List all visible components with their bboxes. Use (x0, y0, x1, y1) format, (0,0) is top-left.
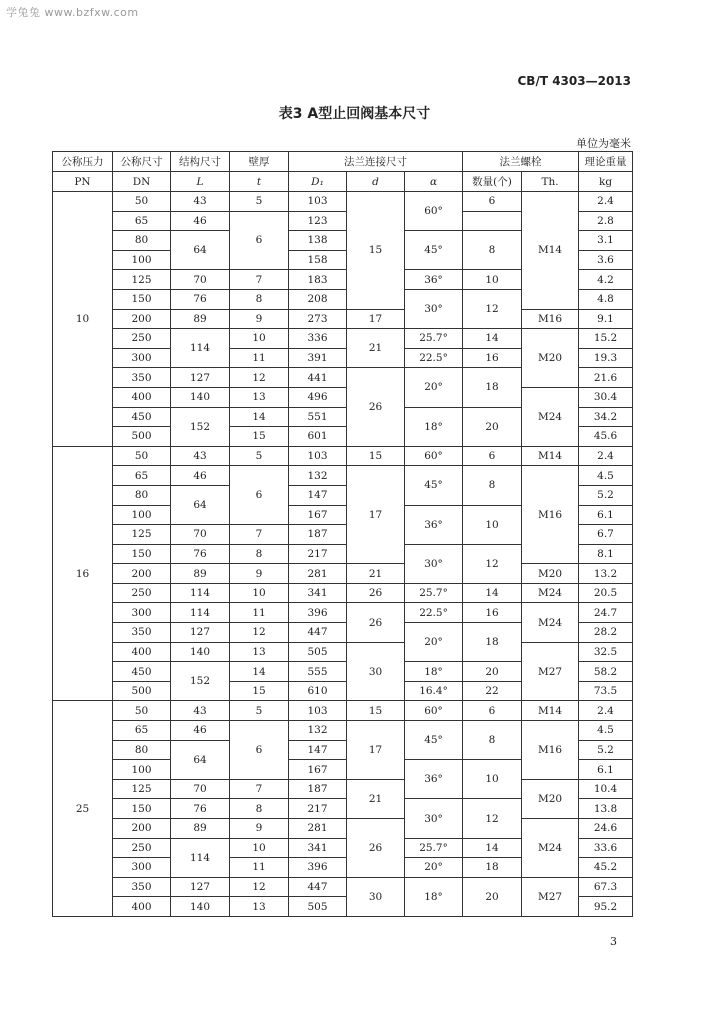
header-dn-sym: DN (113, 172, 171, 192)
cell-d1: 555 (289, 662, 347, 682)
cell-d1: 208 (289, 289, 347, 309)
cell-d1: 167 (289, 505, 347, 525)
cell-dn: 450 (113, 407, 171, 427)
cell-dn: 100 (113, 250, 171, 270)
cell-t: 13 (230, 387, 289, 407)
cell-qty: 12 (463, 799, 522, 838)
table-row (53, 603, 633, 623)
cell-d: 21 (347, 564, 405, 584)
cell-d1: 447 (289, 623, 347, 643)
cell-t: 9 (230, 564, 289, 584)
cell-qty: 14 (463, 583, 522, 603)
cell-l: 76 (171, 799, 230, 819)
cell-t: 7 (230, 270, 289, 290)
cell-l: 152 (171, 407, 230, 446)
cell-weight: 19.3 (579, 348, 633, 368)
cell-t: 6 (230, 211, 289, 270)
table-row (53, 466, 633, 486)
cell-l: 64 (171, 485, 230, 524)
cell-th: M14 (522, 701, 579, 721)
cell-alpha: 25.7° (405, 329, 463, 349)
header-weight: 理论重量 (579, 152, 633, 172)
cell-d1: 396 (289, 858, 347, 878)
table-row (53, 583, 633, 603)
cell-dn: 450 (113, 662, 171, 682)
cell-d: 26 (347, 819, 405, 878)
cell-dn: 250 (113, 583, 171, 603)
cell-dn: 125 (113, 779, 171, 799)
cell-d1: 187 (289, 525, 347, 545)
cell-alpha: 18° (405, 662, 463, 682)
cell-alpha: 20° (405, 368, 463, 407)
cell-d1: 341 (289, 583, 347, 603)
cell-dn: 125 (113, 270, 171, 290)
cell-d1: 103 (289, 701, 347, 721)
cell-d: 17 (347, 466, 405, 564)
cell-weight: 2.4 (579, 701, 633, 721)
cell-th: M16 (522, 309, 579, 329)
cell-qty: 10 (463, 505, 522, 544)
cell-alpha: 45° (405, 721, 463, 760)
cell-d1: 505 (289, 642, 347, 662)
header-row (53, 172, 633, 192)
cell-th: M20 (522, 329, 579, 388)
cell-d1: 147 (289, 740, 347, 760)
cell-dn: 400 (113, 642, 171, 662)
cell-dn: 500 (113, 427, 171, 447)
cell-alpha: 60° (405, 192, 463, 231)
cell-weight: 9.1 (579, 309, 633, 329)
cell-d1: 138 (289, 231, 347, 251)
cell-alpha: 45° (405, 231, 463, 270)
cell-l: 70 (171, 270, 230, 290)
cell-weight: 30.4 (579, 387, 633, 407)
cell-alpha: 25.7° (405, 583, 463, 603)
cell-weight: 4.5 (579, 466, 633, 486)
cell-qty: 20 (463, 407, 522, 446)
cell-dn: 200 (113, 309, 171, 329)
cell-qty: 6 (463, 192, 522, 212)
cell-qty: 16 (463, 348, 522, 368)
cell-l: 127 (171, 877, 230, 897)
cell-l: 140 (171, 387, 230, 407)
cell-dn: 500 (113, 681, 171, 701)
cell-dn: 100 (113, 760, 171, 780)
cell-alpha: 36° (405, 270, 463, 290)
cell-qty: 8 (463, 466, 522, 505)
cell-weight: 4.5 (579, 721, 633, 741)
cell-alpha: 22.5° (405, 348, 463, 368)
table-row (53, 701, 633, 721)
cell-d1: 217 (289, 799, 347, 819)
cell-l: 43 (171, 192, 230, 212)
cell-qty (463, 211, 522, 231)
table-row (53, 877, 633, 897)
cell-th: M27 (522, 877, 579, 916)
cell-pn: 10 (53, 192, 113, 447)
table-row (53, 564, 633, 584)
cell-weight: 13.2 (579, 564, 633, 584)
cell-d: 26 (347, 368, 405, 446)
cell-weight: 32.5 (579, 642, 633, 662)
cell-dn: 125 (113, 525, 171, 545)
cell-alpha: 18° (405, 407, 463, 446)
cell-qty: 18 (463, 858, 522, 878)
cell-qty: 6 (463, 446, 522, 466)
cell-dn: 250 (113, 838, 171, 858)
cell-dn: 65 (113, 466, 171, 486)
cell-t: 8 (230, 289, 289, 309)
cell-th: M20 (522, 564, 579, 584)
cell-d: 21 (347, 329, 405, 368)
cell-d: 30 (347, 642, 405, 701)
cell-weight: 4.8 (579, 289, 633, 309)
cell-t: 12 (230, 877, 289, 897)
watermark: 学兔兔 www.bzfxw.com (6, 6, 139, 19)
cell-d1: 103 (289, 192, 347, 212)
cell-l: 152 (171, 662, 230, 701)
table-row (53, 819, 633, 839)
cell-th: M24 (522, 819, 579, 878)
cell-l: 76 (171, 544, 230, 564)
cell-weight: 3.1 (579, 231, 633, 251)
cell-l: 64 (171, 231, 230, 270)
header-pn-sym: PN (53, 172, 113, 192)
cell-alpha: 18° (405, 877, 463, 916)
cell-t: 6 (230, 721, 289, 780)
cell-weight: 10.4 (579, 779, 633, 799)
cell-dn: 400 (113, 387, 171, 407)
header-row (53, 152, 633, 172)
cell-weight: 45.6 (579, 427, 633, 447)
cell-t: 11 (230, 348, 289, 368)
cell-dn: 350 (113, 877, 171, 897)
cell-d1: 183 (289, 270, 347, 290)
cell-d1: 132 (289, 721, 347, 741)
cell-weight: 28.2 (579, 623, 633, 643)
cell-d: 26 (347, 583, 405, 603)
cell-th: M24 (522, 603, 579, 642)
cell-d1: 281 (289, 819, 347, 839)
cell-qty: 8 (463, 231, 522, 270)
cell-dn: 80 (113, 231, 171, 251)
cell-dn: 150 (113, 544, 171, 564)
cell-t: 8 (230, 799, 289, 819)
cell-d: 15 (347, 701, 405, 721)
cell-dn: 50 (113, 192, 171, 212)
cell-l: 140 (171, 897, 230, 917)
table-row (53, 721, 633, 741)
cell-l: 64 (171, 740, 230, 779)
cell-t: 7 (230, 779, 289, 799)
cell-t: 5 (230, 701, 289, 721)
cell-d1: 610 (289, 681, 347, 701)
cell-dn: 400 (113, 897, 171, 917)
cell-dn: 300 (113, 858, 171, 878)
cell-pn: 25 (53, 701, 113, 917)
cell-alpha: 22.5° (405, 603, 463, 623)
standard-number: CB/T 4303—2013 (517, 74, 631, 88)
cell-weight: 3.6 (579, 250, 633, 270)
cell-l: 127 (171, 368, 230, 388)
cell-t: 9 (230, 819, 289, 839)
table-title: 表3 A型止回阀基本尺寸 (278, 106, 431, 122)
cell-weight: 45.2 (579, 858, 633, 878)
cell-l: 76 (171, 289, 230, 309)
header-t-sym: t (230, 172, 289, 192)
cell-weight: 21.6 (579, 368, 633, 388)
cell-t: 5 (230, 192, 289, 212)
unit-note: 单位为毫米 (576, 137, 631, 150)
cell-d1: 187 (289, 779, 347, 799)
cell-qty: 10 (463, 270, 522, 290)
cell-d1: 341 (289, 838, 347, 858)
cell-weight: 67.3 (579, 877, 633, 897)
cell-dn: 80 (113, 485, 171, 505)
cell-d: 15 (347, 192, 405, 310)
header-l: 结构尺寸 (171, 152, 230, 172)
cell-weight: 24.6 (579, 819, 633, 839)
cell-weight: 2.4 (579, 446, 633, 466)
dimension-table (52, 151, 633, 917)
cell-weight: 20.5 (579, 583, 633, 603)
cell-t: 5 (230, 446, 289, 466)
cell-alpha: 30° (405, 544, 463, 583)
cell-l: 127 (171, 623, 230, 643)
cell-l: 70 (171, 525, 230, 545)
cell-qty: 14 (463, 329, 522, 349)
cell-weight: 4.2 (579, 270, 633, 290)
cell-qty: 10 (463, 760, 522, 799)
table-row (53, 192, 633, 212)
cell-l: 89 (171, 309, 230, 329)
cell-dn: 350 (113, 623, 171, 643)
cell-t: 8 (230, 544, 289, 564)
cell-l: 70 (171, 779, 230, 799)
header-dn: 公称尺寸 (113, 152, 171, 172)
header-alpha: α (405, 172, 463, 192)
cell-l: 140 (171, 642, 230, 662)
cell-th: M14 (522, 446, 579, 466)
cell-alpha: 36° (405, 505, 463, 544)
cell-d: 17 (347, 721, 405, 780)
cell-qty: 16 (463, 603, 522, 623)
cell-dn: 200 (113, 819, 171, 839)
cell-dn: 300 (113, 348, 171, 368)
cell-d1: 132 (289, 466, 347, 486)
cell-dn: 80 (113, 740, 171, 760)
cell-t: 14 (230, 407, 289, 427)
cell-l: 46 (171, 466, 230, 486)
cell-l: 114 (171, 603, 230, 623)
table-row (53, 329, 633, 349)
cell-t: 10 (230, 838, 289, 858)
cell-t: 13 (230, 642, 289, 662)
cell-qty: 12 (463, 544, 522, 583)
cell-qty: 20 (463, 877, 522, 916)
cell-weight: 73.5 (579, 681, 633, 701)
header-l-sym: L (171, 172, 230, 192)
cell-t: 15 (230, 427, 289, 447)
cell-th: M16 (522, 721, 579, 780)
cell-d1: 281 (289, 564, 347, 584)
cell-dn: 50 (113, 701, 171, 721)
cell-alpha: 20° (405, 858, 463, 878)
header-th: Th. (522, 172, 579, 192)
header-qty: 数量(个) (463, 172, 522, 192)
cell-alpha: 36° (405, 760, 463, 799)
cell-weight: 58.2 (579, 662, 633, 682)
cell-l: 46 (171, 211, 230, 231)
cell-th: M20 (522, 779, 579, 818)
cell-th: M16 (522, 466, 579, 564)
cell-weight: 95.2 (579, 897, 633, 917)
cell-qty: 18 (463, 368, 522, 407)
header-t: 壁厚 (230, 152, 289, 172)
cell-weight: 24.7 (579, 603, 633, 623)
cell-weight: 5.2 (579, 485, 633, 505)
cell-alpha: 45° (405, 466, 463, 505)
cell-alpha: 16.4° (405, 681, 463, 701)
cell-weight: 5.2 (579, 740, 633, 760)
cell-weight: 34.2 (579, 407, 633, 427)
cell-d1: 391 (289, 348, 347, 368)
table-row (53, 309, 633, 329)
header-weight-unit: kg (579, 172, 633, 192)
cell-d1: 147 (289, 485, 347, 505)
cell-weight: 6.7 (579, 525, 633, 545)
cell-th: M27 (522, 642, 579, 701)
cell-qty: 8 (463, 721, 522, 760)
cell-dn: 65 (113, 211, 171, 231)
cell-l: 114 (171, 329, 230, 368)
cell-dn: 350 (113, 368, 171, 388)
cell-d1: 167 (289, 760, 347, 780)
cell-weight: 15.2 (579, 329, 633, 349)
cell-d1: 217 (289, 544, 347, 564)
cell-qty: 6 (463, 701, 522, 721)
cell-l: 89 (171, 819, 230, 839)
cell-dn: 300 (113, 603, 171, 623)
header-pn: 公称压力 (53, 152, 113, 172)
cell-d1: 496 (289, 387, 347, 407)
cell-alpha: 20° (405, 623, 463, 662)
cell-t: 12 (230, 368, 289, 388)
cell-dn: 50 (113, 446, 171, 466)
cell-t: 12 (230, 623, 289, 643)
cell-d1: 551 (289, 407, 347, 427)
cell-alpha: 60° (405, 446, 463, 466)
cell-t: 7 (230, 525, 289, 545)
table-row (53, 446, 633, 466)
cell-d: 26 (347, 603, 405, 642)
table-row (53, 642, 633, 662)
cell-l: 114 (171, 583, 230, 603)
cell-l: 89 (171, 564, 230, 584)
cell-d1: 441 (289, 368, 347, 388)
header-d: d (347, 172, 405, 192)
cell-d: 21 (347, 779, 405, 818)
cell-t: 10 (230, 583, 289, 603)
cell-th: M14 (522, 192, 579, 310)
cell-weight: 13.8 (579, 799, 633, 819)
table-row (53, 779, 633, 799)
cell-weight: 33.6 (579, 838, 633, 858)
cell-dn: 150 (113, 289, 171, 309)
cell-weight: 6.1 (579, 505, 633, 525)
cell-d1: 601 (289, 427, 347, 447)
cell-dn: 200 (113, 564, 171, 584)
cell-pn: 16 (53, 446, 113, 701)
cell-weight: 8.1 (579, 544, 633, 564)
cell-d1: 447 (289, 877, 347, 897)
cell-d: 15 (347, 446, 405, 466)
cell-d1: 336 (289, 329, 347, 349)
cell-weight: 6.1 (579, 760, 633, 780)
cell-th: M24 (522, 583, 579, 603)
cell-t: 11 (230, 603, 289, 623)
cell-l: 114 (171, 838, 230, 877)
cell-t: 13 (230, 897, 289, 917)
table-row (53, 387, 633, 407)
cell-qty: 18 (463, 623, 522, 662)
cell-th: M24 (522, 387, 579, 446)
cell-l: 43 (171, 446, 230, 466)
cell-qty: 20 (463, 662, 522, 682)
cell-dn: 250 (113, 329, 171, 349)
cell-weight: 2.4 (579, 192, 633, 212)
cell-d1: 396 (289, 603, 347, 623)
cell-d1: 273 (289, 309, 347, 329)
cell-qty: 14 (463, 838, 522, 858)
cell-dn: 150 (113, 799, 171, 819)
cell-t: 6 (230, 466, 289, 525)
cell-t: 10 (230, 329, 289, 349)
cell-t: 11 (230, 858, 289, 878)
header-flange: 法兰连接尺寸 (289, 152, 463, 172)
cell-l: 46 (171, 721, 230, 741)
header-d1: D₁ (289, 172, 347, 192)
cell-t: 9 (230, 309, 289, 329)
cell-alpha: 30° (405, 289, 463, 328)
cell-t: 14 (230, 662, 289, 682)
cell-d1: 505 (289, 897, 347, 917)
cell-qty: 12 (463, 289, 522, 328)
cell-alpha: 30° (405, 799, 463, 838)
cell-weight: 2.8 (579, 211, 633, 231)
cell-l: 43 (171, 701, 230, 721)
cell-d1: 103 (289, 446, 347, 466)
cell-alpha: 25.7° (405, 838, 463, 858)
cell-d: 30 (347, 877, 405, 916)
cell-dn: 100 (113, 505, 171, 525)
cell-qty: 22 (463, 681, 522, 701)
cell-d: 17 (347, 309, 405, 329)
cell-t: 15 (230, 681, 289, 701)
cell-alpha: 60° (405, 701, 463, 721)
page-number: 3 (610, 935, 617, 948)
cell-d1: 158 (289, 250, 347, 270)
cell-dn: 65 (113, 721, 171, 741)
header-bolt: 法兰螺栓 (463, 152, 579, 172)
cell-d1: 123 (289, 211, 347, 231)
